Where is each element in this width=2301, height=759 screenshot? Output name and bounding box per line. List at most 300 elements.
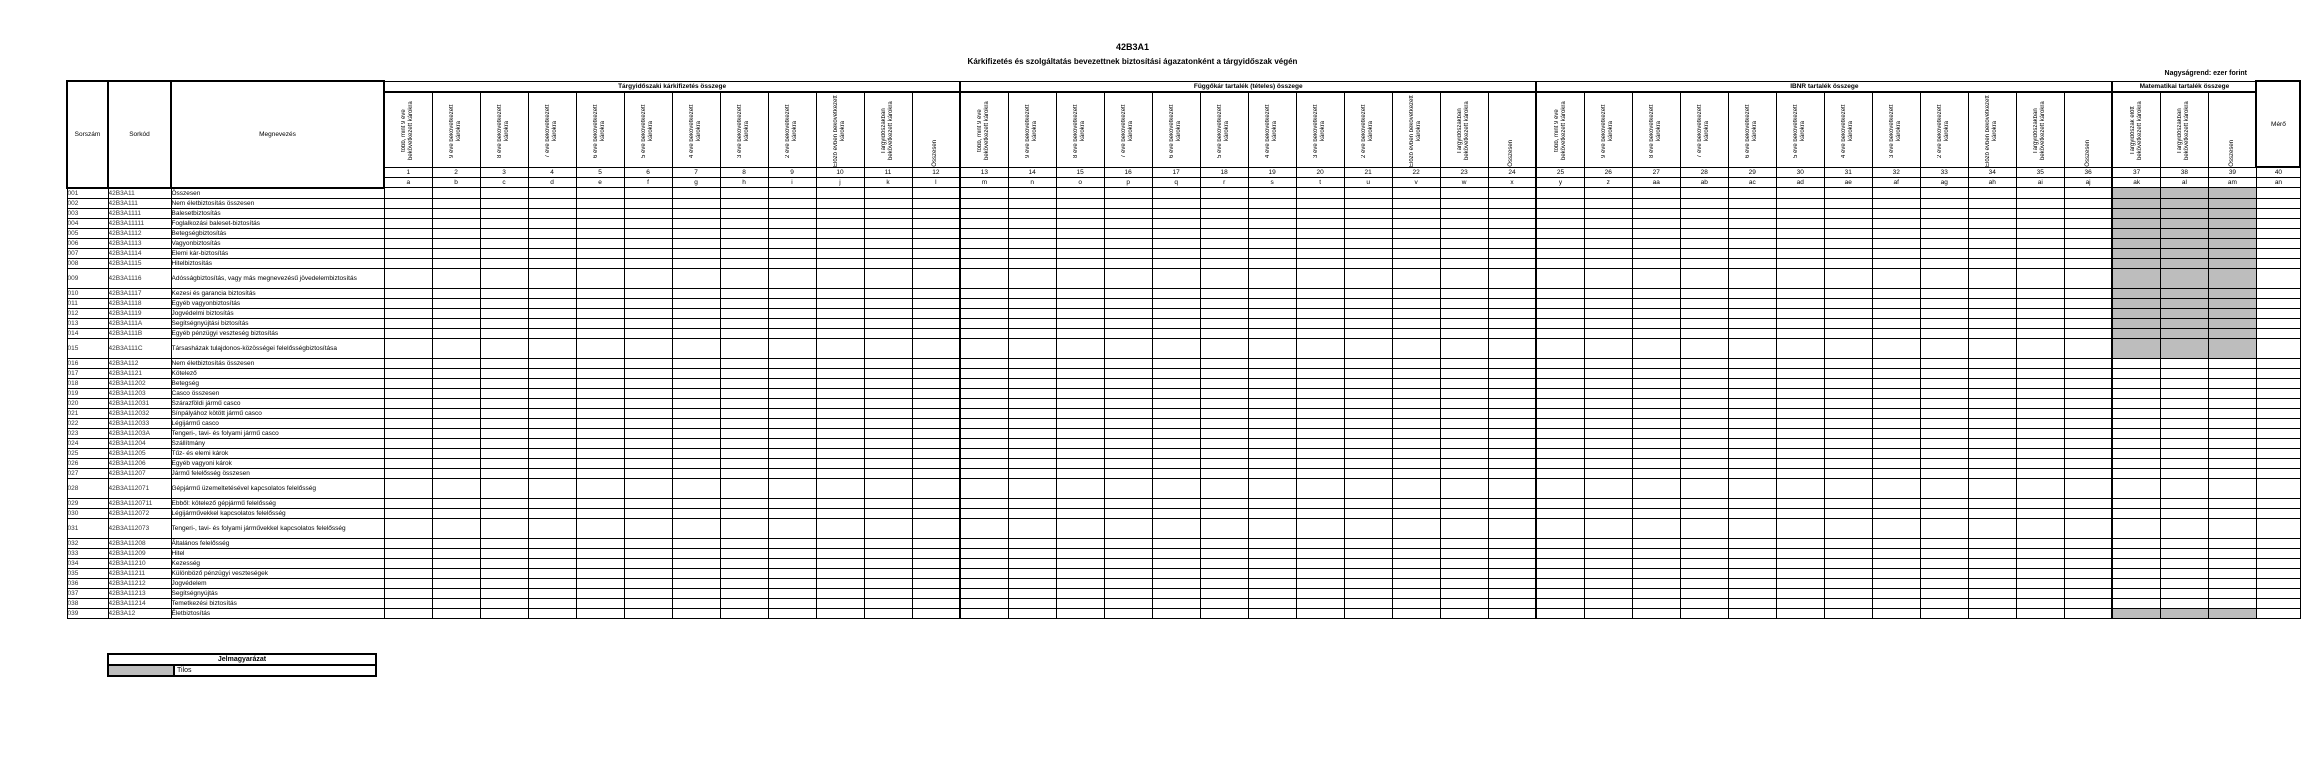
data-cell[interactable] (1584, 438, 1632, 448)
data-cell[interactable] (480, 608, 528, 618)
data-cell[interactable] (1968, 228, 2016, 238)
data-cell[interactable] (1056, 218, 1104, 228)
data-cell[interactable] (720, 258, 768, 268)
data-cell[interactable] (1728, 248, 1776, 258)
data-cell[interactable] (528, 328, 576, 338)
data-cell[interactable] (2160, 468, 2208, 478)
data-cell[interactable] (1872, 378, 1920, 388)
data-cell[interactable] (912, 268, 960, 288)
data-cell[interactable] (1536, 198, 1584, 208)
data-cell[interactable] (1776, 588, 1824, 598)
data-cell[interactable] (2256, 578, 2300, 588)
data-cell[interactable] (1296, 248, 1344, 258)
data-cell[interactable] (672, 388, 720, 398)
data-cell[interactable] (1968, 258, 2016, 268)
data-cell[interactable] (624, 208, 672, 218)
data-cell[interactable] (2064, 358, 2112, 368)
data-cell[interactable] (1776, 258, 1824, 268)
data-cell[interactable] (1296, 358, 1344, 368)
data-cell[interactable] (1152, 318, 1200, 328)
data-cell[interactable] (672, 578, 720, 588)
data-cell[interactable] (576, 338, 624, 358)
data-cell[interactable] (1440, 518, 1488, 538)
data-cell[interactable] (1536, 318, 1584, 328)
data-cell[interactable] (960, 558, 1008, 568)
data-cell[interactable] (1152, 378, 1200, 388)
data-cell[interactable] (432, 398, 480, 408)
data-cell[interactable] (1344, 358, 1392, 368)
data-cell[interactable] (1008, 608, 1056, 618)
data-cell[interactable] (528, 478, 576, 498)
data-cell[interactable] (1968, 238, 2016, 248)
data-cell[interactable] (1200, 288, 1248, 298)
data-cell[interactable] (624, 418, 672, 428)
data-cell[interactable] (1104, 338, 1152, 358)
data-cell[interactable] (2064, 218, 2112, 228)
data-cell[interactable] (1968, 438, 2016, 448)
data-cell[interactable] (1152, 428, 1200, 438)
data-cell[interactable] (1152, 518, 1200, 538)
data-cell[interactable] (1344, 448, 1392, 458)
data-cell[interactable] (912, 338, 960, 358)
data-cell[interactable] (1152, 338, 1200, 358)
data-cell[interactable] (960, 458, 1008, 468)
data-cell[interactable] (1008, 328, 1056, 338)
data-cell[interactable] (1248, 398, 1296, 408)
data-cell[interactable] (672, 338, 720, 358)
data-cell[interactable] (1776, 498, 1824, 508)
data-cell[interactable] (960, 388, 1008, 398)
data-cell[interactable] (528, 298, 576, 308)
data-cell[interactable] (1920, 408, 1968, 418)
data-cell[interactable] (1488, 428, 1536, 438)
data-cell[interactable] (1392, 358, 1440, 368)
data-cell[interactable] (768, 388, 816, 398)
data-cell[interactable] (864, 588, 912, 598)
data-cell[interactable] (1392, 218, 1440, 228)
data-cell[interactable] (2256, 428, 2300, 438)
data-cell[interactable] (720, 338, 768, 358)
data-cell[interactable] (528, 188, 576, 199)
data-cell[interactable] (912, 448, 960, 458)
data-cell[interactable] (1728, 408, 1776, 418)
data-cell[interactable] (1920, 558, 1968, 568)
data-cell[interactable] (1200, 238, 1248, 248)
data-cell[interactable] (1968, 188, 2016, 199)
data-cell[interactable] (960, 578, 1008, 588)
data-cell[interactable] (1728, 608, 1776, 618)
data-cell[interactable] (384, 228, 432, 238)
data-cell[interactable] (672, 308, 720, 318)
data-cell[interactable] (1104, 508, 1152, 518)
data-cell[interactable] (1632, 568, 1680, 578)
data-cell[interactable] (1104, 418, 1152, 428)
data-cell[interactable] (1440, 408, 1488, 418)
data-cell[interactable] (1200, 368, 1248, 378)
data-cell[interactable] (1680, 578, 1728, 588)
data-cell[interactable] (1728, 428, 1776, 438)
data-cell[interactable] (1872, 608, 1920, 618)
data-cell[interactable] (1776, 568, 1824, 578)
data-cell[interactable] (2208, 598, 2256, 608)
data-cell[interactable] (1344, 508, 1392, 518)
data-cell[interactable] (1296, 458, 1344, 468)
data-cell[interactable] (1920, 548, 1968, 558)
data-cell[interactable] (528, 598, 576, 608)
data-cell[interactable] (1680, 208, 1728, 218)
data-cell[interactable] (1200, 538, 1248, 548)
data-cell[interactable] (1008, 588, 1056, 598)
data-cell[interactable] (1824, 308, 1872, 318)
data-cell[interactable] (1776, 188, 1824, 199)
data-cell[interactable] (912, 478, 960, 498)
data-cell[interactable] (1152, 328, 1200, 338)
data-cell[interactable] (1008, 548, 1056, 558)
data-cell[interactable] (1152, 268, 1200, 288)
data-cell[interactable] (1536, 338, 1584, 358)
data-cell[interactable] (576, 458, 624, 468)
data-cell[interactable] (480, 428, 528, 438)
data-cell[interactable] (1392, 518, 1440, 538)
data-cell[interactable] (1824, 468, 1872, 478)
data-cell[interactable] (2112, 398, 2160, 408)
data-cell[interactable] (1248, 228, 1296, 238)
data-cell[interactable] (768, 308, 816, 318)
data-cell[interactable] (1680, 328, 1728, 338)
data-cell[interactable] (1008, 338, 1056, 358)
data-cell[interactable] (1728, 368, 1776, 378)
data-cell[interactable] (1248, 498, 1296, 508)
data-cell[interactable] (528, 438, 576, 448)
data-cell[interactable] (1488, 198, 1536, 208)
data-cell[interactable] (816, 478, 864, 498)
data-cell[interactable] (1344, 368, 1392, 378)
data-cell[interactable] (384, 338, 432, 358)
data-cell[interactable] (1488, 448, 1536, 458)
data-cell[interactable] (1008, 268, 1056, 288)
data-cell[interactable] (1200, 458, 1248, 468)
data-cell[interactable] (1728, 318, 1776, 328)
data-cell[interactable] (2112, 368, 2160, 378)
data-cell[interactable] (2064, 568, 2112, 578)
data-cell[interactable] (384, 418, 432, 428)
data-cell[interactable] (768, 238, 816, 248)
data-cell[interactable] (720, 358, 768, 368)
data-cell[interactable] (1776, 328, 1824, 338)
data-cell[interactable] (672, 468, 720, 478)
data-cell[interactable] (1296, 328, 1344, 338)
data-cell[interactable] (1872, 578, 1920, 588)
data-cell[interactable] (624, 248, 672, 258)
data-cell[interactable] (2160, 418, 2208, 428)
data-cell[interactable] (1728, 218, 1776, 228)
data-cell[interactable] (432, 548, 480, 558)
data-cell[interactable] (2064, 468, 2112, 478)
data-cell[interactable] (480, 388, 528, 398)
data-cell[interactable] (1200, 218, 1248, 228)
data-cell[interactable] (2064, 588, 2112, 598)
data-cell[interactable] (2016, 298, 2064, 308)
data-cell[interactable] (1920, 608, 1968, 618)
data-cell[interactable] (576, 518, 624, 538)
data-cell[interactable] (1200, 558, 1248, 568)
data-cell[interactable] (624, 328, 672, 338)
data-cell[interactable] (1776, 268, 1824, 288)
data-cell[interactable] (1872, 428, 1920, 438)
data-cell[interactable] (2256, 308, 2300, 318)
data-cell[interactable] (2256, 258, 2300, 268)
data-cell[interactable] (2016, 428, 2064, 438)
data-cell[interactable] (2160, 578, 2208, 588)
data-cell[interactable] (912, 188, 960, 199)
data-cell[interactable] (1488, 388, 1536, 398)
data-cell[interactable] (1584, 238, 1632, 248)
data-cell[interactable] (480, 458, 528, 468)
data-cell[interactable] (480, 478, 528, 498)
data-cell[interactable] (1632, 468, 1680, 478)
data-cell[interactable] (576, 538, 624, 548)
data-cell[interactable] (1344, 408, 1392, 418)
data-cell[interactable] (1296, 238, 1344, 248)
data-cell[interactable] (1200, 338, 1248, 358)
data-cell[interactable] (2160, 568, 2208, 578)
data-cell[interactable] (1968, 578, 2016, 588)
data-cell[interactable] (1056, 438, 1104, 448)
data-cell[interactable] (1152, 548, 1200, 558)
data-cell[interactable] (672, 548, 720, 558)
data-cell[interactable] (672, 458, 720, 468)
data-cell[interactable] (1344, 558, 1392, 568)
data-cell[interactable] (1872, 448, 1920, 458)
data-cell[interactable] (1680, 248, 1728, 258)
data-cell[interactable] (1008, 458, 1056, 468)
data-cell[interactable] (1584, 388, 1632, 398)
data-cell[interactable] (672, 268, 720, 288)
data-cell[interactable] (960, 418, 1008, 428)
data-cell[interactable] (960, 308, 1008, 318)
data-cell[interactable] (1488, 438, 1536, 448)
data-cell[interactable] (912, 458, 960, 468)
data-cell[interactable] (1200, 448, 1248, 458)
data-cell[interactable] (1200, 608, 1248, 618)
data-cell[interactable] (768, 358, 816, 368)
data-cell[interactable] (384, 608, 432, 618)
data-cell[interactable] (960, 188, 1008, 199)
data-cell[interactable] (480, 318, 528, 328)
data-cell[interactable] (624, 538, 672, 548)
data-cell[interactable] (2208, 558, 2256, 568)
data-cell[interactable] (1488, 608, 1536, 618)
data-cell[interactable] (1392, 288, 1440, 298)
data-cell[interactable] (2016, 398, 2064, 408)
data-cell[interactable] (1248, 358, 1296, 368)
data-cell[interactable] (864, 408, 912, 418)
data-cell[interactable] (384, 438, 432, 448)
data-cell[interactable] (576, 318, 624, 328)
data-cell[interactable] (576, 468, 624, 478)
data-cell[interactable] (1824, 608, 1872, 618)
data-cell[interactable] (1824, 588, 1872, 598)
data-cell[interactable] (720, 398, 768, 408)
data-cell[interactable] (720, 198, 768, 208)
data-cell[interactable] (2016, 548, 2064, 558)
data-cell[interactable] (816, 558, 864, 568)
data-cell[interactable] (1584, 458, 1632, 468)
data-cell[interactable] (1152, 248, 1200, 258)
data-cell[interactable] (1632, 308, 1680, 318)
data-cell[interactable] (480, 398, 528, 408)
data-cell[interactable] (2208, 498, 2256, 508)
data-cell[interactable] (1968, 378, 2016, 388)
data-cell[interactable] (1824, 438, 1872, 448)
data-cell[interactable] (1008, 298, 1056, 308)
data-cell[interactable] (2160, 408, 2208, 418)
data-cell[interactable] (1776, 358, 1824, 368)
data-cell[interactable] (1728, 538, 1776, 548)
data-cell[interactable] (1968, 338, 2016, 358)
data-cell[interactable] (1584, 358, 1632, 368)
data-cell[interactable] (1104, 438, 1152, 448)
data-cell[interactable] (912, 228, 960, 238)
data-cell[interactable] (1536, 408, 1584, 418)
data-cell[interactable] (1104, 558, 1152, 568)
data-cell[interactable] (528, 228, 576, 238)
data-cell[interactable] (1824, 578, 1872, 588)
data-cell[interactable] (1632, 508, 1680, 518)
data-cell[interactable] (1920, 598, 1968, 608)
data-cell[interactable] (432, 428, 480, 438)
data-cell[interactable] (912, 388, 960, 398)
data-cell[interactable] (2256, 588, 2300, 598)
data-cell[interactable] (1680, 448, 1728, 458)
data-cell[interactable] (1008, 468, 1056, 478)
data-cell[interactable] (960, 438, 1008, 448)
data-cell[interactable] (2112, 558, 2160, 568)
data-cell[interactable] (1200, 548, 1248, 558)
data-cell[interactable] (960, 268, 1008, 288)
data-cell[interactable] (1152, 438, 1200, 448)
data-cell[interactable] (576, 598, 624, 608)
data-cell[interactable] (1344, 328, 1392, 338)
data-cell[interactable] (1632, 548, 1680, 558)
data-cell[interactable] (1584, 448, 1632, 458)
data-cell[interactable] (1824, 498, 1872, 508)
data-cell[interactable] (1728, 438, 1776, 448)
data-cell[interactable] (768, 218, 816, 228)
data-cell[interactable] (1632, 228, 1680, 238)
data-cell[interactable] (2064, 268, 2112, 288)
data-cell[interactable] (1488, 588, 1536, 598)
data-cell[interactable] (624, 438, 672, 448)
data-cell[interactable] (816, 588, 864, 598)
data-cell[interactable] (2208, 518, 2256, 538)
data-cell[interactable] (432, 378, 480, 388)
data-cell[interactable] (1296, 578, 1344, 588)
data-cell[interactable] (1344, 268, 1392, 288)
data-cell[interactable] (1632, 358, 1680, 368)
data-cell[interactable] (1776, 388, 1824, 398)
data-cell[interactable] (1584, 198, 1632, 208)
data-cell[interactable] (1152, 558, 1200, 568)
data-cell[interactable] (1056, 538, 1104, 548)
data-cell[interactable] (1104, 248, 1152, 258)
data-cell[interactable] (720, 208, 768, 218)
data-cell[interactable] (672, 508, 720, 518)
data-cell[interactable] (816, 298, 864, 308)
data-cell[interactable] (384, 578, 432, 588)
data-cell[interactable] (2256, 538, 2300, 548)
data-cell[interactable] (624, 338, 672, 358)
data-cell[interactable] (720, 218, 768, 228)
data-cell[interactable] (1680, 188, 1728, 199)
data-cell[interactable] (1440, 318, 1488, 328)
data-cell[interactable] (1680, 438, 1728, 448)
data-cell[interactable] (624, 298, 672, 308)
data-cell[interactable] (1440, 568, 1488, 578)
data-cell[interactable] (576, 438, 624, 448)
data-cell[interactable] (1104, 478, 1152, 498)
data-cell[interactable] (672, 378, 720, 388)
data-cell[interactable] (816, 538, 864, 548)
data-cell[interactable] (1200, 598, 1248, 608)
data-cell[interactable] (1872, 568, 1920, 578)
data-cell[interactable] (1488, 288, 1536, 298)
data-cell[interactable] (1632, 288, 1680, 298)
data-cell[interactable] (1632, 218, 1680, 228)
data-cell[interactable] (1344, 548, 1392, 558)
data-cell[interactable] (1392, 568, 1440, 578)
data-cell[interactable] (768, 208, 816, 218)
data-cell[interactable] (1680, 538, 1728, 548)
data-cell[interactable] (1248, 248, 1296, 258)
data-cell[interactable] (1056, 598, 1104, 608)
data-cell[interactable] (1248, 608, 1296, 618)
data-cell[interactable] (1536, 428, 1584, 438)
data-cell[interactable] (2064, 338, 2112, 358)
data-cell[interactable] (1488, 408, 1536, 418)
data-cell[interactable] (1536, 558, 1584, 568)
data-cell[interactable] (1296, 188, 1344, 199)
data-cell[interactable] (2064, 608, 2112, 618)
data-cell[interactable] (672, 518, 720, 538)
data-cell[interactable] (432, 478, 480, 498)
data-cell[interactable] (1248, 548, 1296, 558)
data-cell[interactable] (432, 598, 480, 608)
data-cell[interactable] (1824, 188, 1872, 199)
data-cell[interactable] (432, 268, 480, 288)
data-cell[interactable] (1056, 588, 1104, 598)
data-cell[interactable] (1104, 268, 1152, 288)
data-cell[interactable] (672, 498, 720, 508)
data-cell[interactable] (1968, 548, 2016, 558)
data-cell[interactable] (864, 208, 912, 218)
data-cell[interactable] (1920, 418, 1968, 428)
data-cell[interactable] (1680, 568, 1728, 578)
data-cell[interactable] (1680, 198, 1728, 208)
data-cell[interactable] (912, 578, 960, 588)
data-cell[interactable] (2064, 508, 2112, 518)
data-cell[interactable] (1056, 328, 1104, 338)
data-cell[interactable] (1632, 448, 1680, 458)
data-cell[interactable] (720, 298, 768, 308)
data-cell[interactable] (768, 468, 816, 478)
data-cell[interactable] (384, 588, 432, 598)
data-cell[interactable] (1680, 598, 1728, 608)
data-cell[interactable] (2208, 458, 2256, 468)
data-cell[interactable] (1488, 578, 1536, 588)
data-cell[interactable] (864, 608, 912, 618)
data-cell[interactable] (816, 448, 864, 458)
